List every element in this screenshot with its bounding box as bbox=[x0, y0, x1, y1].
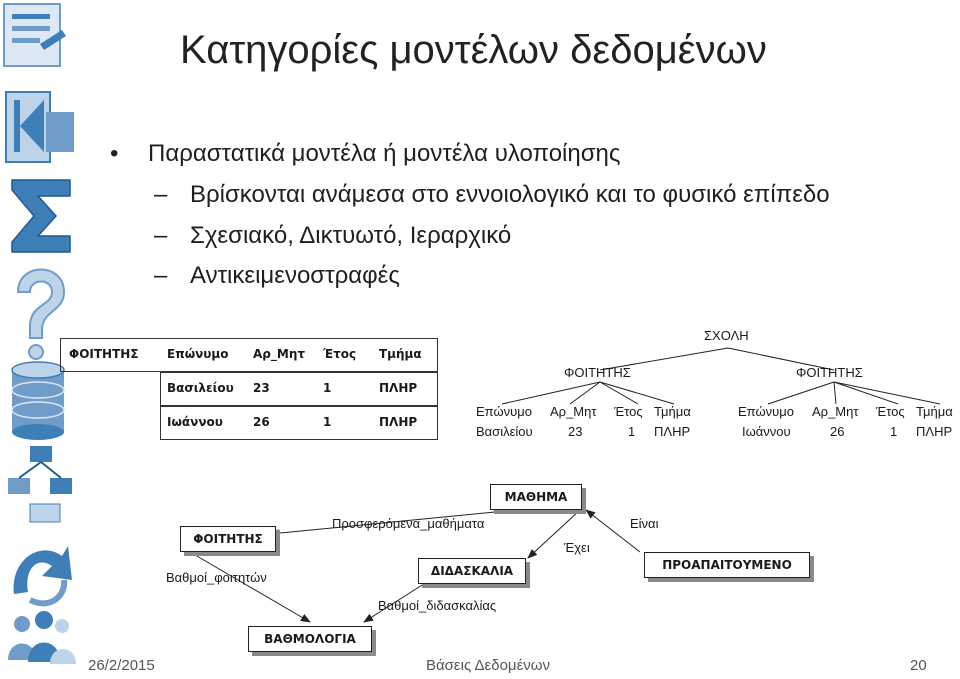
hierarchy-node: ΦΟΙΤΗΤΗΣ bbox=[796, 365, 863, 380]
sub-bullet-marker: – bbox=[154, 262, 168, 289]
page-number: 20 bbox=[910, 657, 927, 674]
database-icon bbox=[12, 362, 64, 440]
hierarchy-value: Ιωάννου bbox=[742, 424, 791, 439]
table-cell: ΠΛΗΡ bbox=[379, 415, 418, 429]
table-cell: Ιωάννου bbox=[167, 415, 223, 429]
table-cell: 23 bbox=[253, 381, 270, 395]
relational-header-row bbox=[60, 338, 438, 372]
edge-label: Βαθμοί_διδασκαλίας bbox=[378, 598, 497, 613]
table-cell: 1 bbox=[323, 415, 332, 429]
hierarchy-field: Αρ_Μητ bbox=[550, 404, 597, 419]
sub-bullet-marker: – bbox=[154, 222, 168, 249]
sub-bullet-text: Αντικειμενοστραφές bbox=[190, 262, 400, 289]
table-cell: 1 bbox=[323, 381, 332, 395]
network-node-proapaitoumeno: ΠΡΟΑΠΑΙΤΟΥΜΕΝΟ bbox=[644, 552, 810, 578]
table-row bbox=[160, 406, 438, 440]
table-cell: Βασιλείου bbox=[167, 381, 234, 395]
hierarchy-value: 26 bbox=[830, 424, 845, 439]
table-cell: 26 bbox=[253, 415, 270, 429]
sigma-icon bbox=[12, 180, 70, 252]
table-cell: ΠΛΗΡ bbox=[379, 381, 418, 395]
navigation-icon bbox=[6, 92, 74, 162]
hierarchy-value: 23 bbox=[568, 424, 583, 439]
edge-label: Προσφερόμενα_μαθήματα bbox=[332, 516, 485, 531]
sub-bullet-text: Σχεσιακό, Δικτυωτό, Ιεραρχικό bbox=[190, 222, 512, 249]
sub-bullet-text: Βρίσκονται ανάμεσα στο εννοιολογικό και το φυσικό επίπεδο bbox=[190, 181, 830, 208]
bullet-text: Παραστατικά μοντέλα ή μοντέλα υλοποίησης bbox=[148, 140, 621, 167]
edge-label: Είναι bbox=[630, 516, 659, 531]
hierarchy-field: Έτος bbox=[876, 404, 905, 419]
diagram-icon bbox=[8, 446, 72, 522]
network-node-vathmologia: ΒΑΘΜΟΛΟΓΙΑ bbox=[248, 626, 372, 652]
sub-bullet-marker: – bbox=[154, 181, 168, 208]
hierarchy-value: 1 bbox=[628, 424, 636, 439]
hierarchical-model-diagram bbox=[470, 320, 960, 470]
footer-date: 26/2/2015 bbox=[88, 657, 155, 674]
relation-name: ΦΟΙΤΗΤΗΣ bbox=[69, 347, 139, 361]
network-node-didaskalia: ΔΙΔΑΣΚΑΛΙΑ bbox=[418, 558, 526, 584]
column-header: Αρ_Μητ bbox=[253, 347, 306, 361]
document-icon bbox=[4, 4, 66, 66]
hierarchy-field: Επώνυμο bbox=[738, 404, 794, 419]
hierarchy-field: Τμήμα bbox=[654, 404, 691, 419]
edge-label: Έχει bbox=[564, 540, 590, 555]
hierarchy-field: Αρ_Μητ bbox=[812, 404, 859, 419]
hierarchy-value: ΠΛΗΡ bbox=[916, 424, 953, 439]
footer-title: Βάσεις Δεδομένων bbox=[426, 657, 550, 674]
hierarchy-value: ΠΛΗΡ bbox=[654, 424, 691, 439]
column-header: Έτος bbox=[323, 347, 357, 361]
edge-label: Βαθμοί_φοιτητών bbox=[166, 570, 267, 585]
bullet-marker: • bbox=[110, 140, 119, 167]
slide-title: Κατηγορίες μοντέλων δεδομένων bbox=[180, 28, 767, 72]
hierarchy-node: ΦΟΙΤΗΤΗΣ bbox=[564, 365, 631, 380]
hierarchy-field: Έτος bbox=[614, 404, 643, 419]
column-header: Επώνυμο bbox=[167, 347, 229, 361]
hierarchy-root: ΣΧΟΛΗ bbox=[704, 328, 749, 343]
hierarchy-value: Βασιλείου bbox=[476, 424, 533, 439]
refresh-arrow-icon bbox=[14, 546, 72, 603]
hierarchy-value: 1 bbox=[890, 424, 898, 439]
people-icon bbox=[8, 611, 76, 664]
network-node-foititis: ΦΟΙΤΗΤΗΣ bbox=[180, 526, 276, 552]
table-row bbox=[160, 372, 438, 406]
network-node-mathima: ΜΑΘΗΜΑ bbox=[490, 484, 582, 510]
hierarchy-field: Τμήμα bbox=[916, 404, 953, 419]
hierarchy-field: Επώνυμο bbox=[476, 404, 532, 419]
column-header: Τμήμα bbox=[379, 347, 422, 361]
network-model-diagram bbox=[160, 476, 820, 666]
question-icon bbox=[18, 270, 64, 360]
